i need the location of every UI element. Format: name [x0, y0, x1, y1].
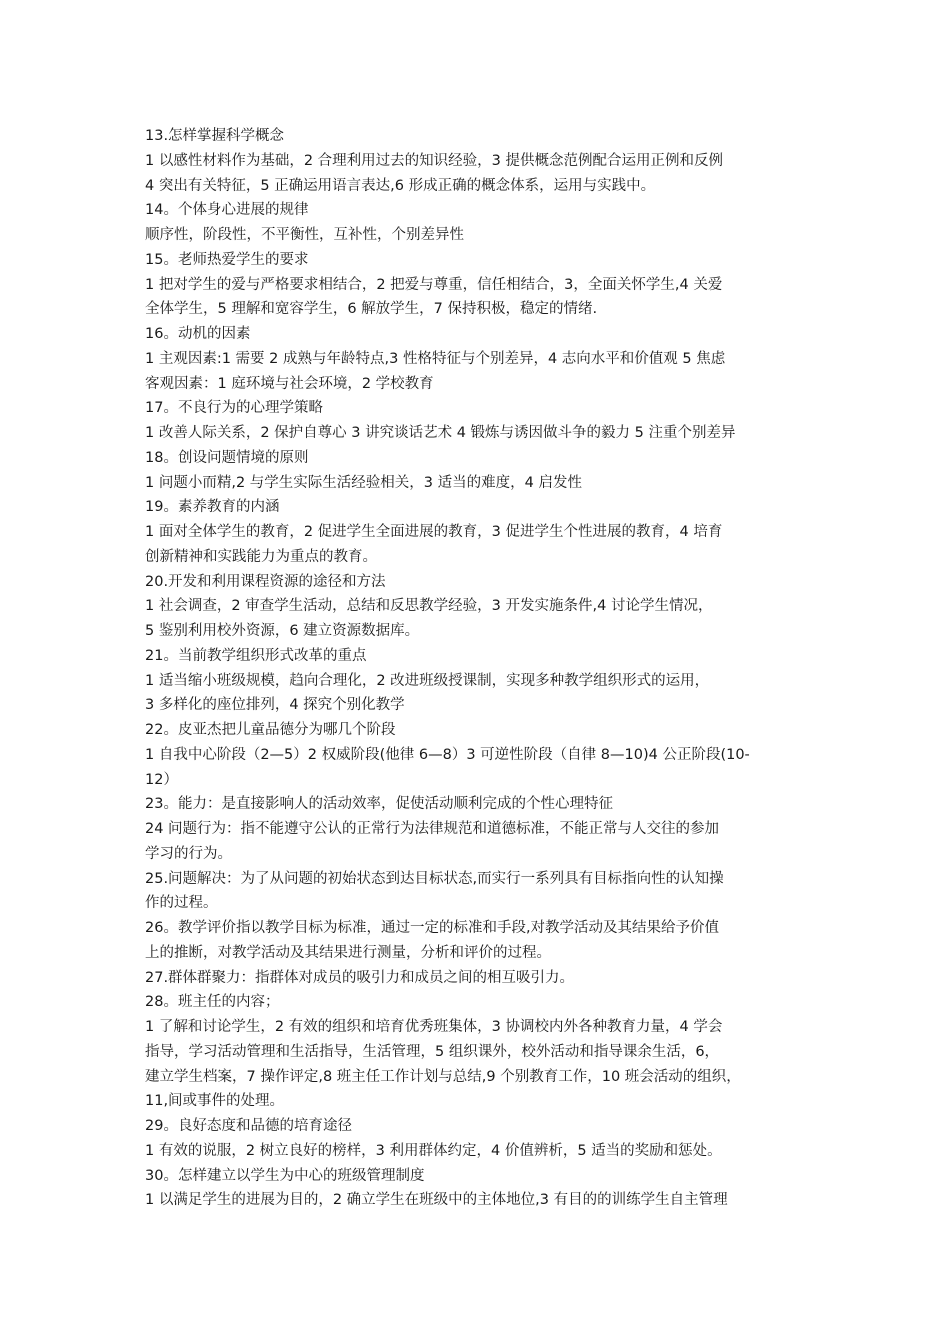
text-line: 全体学生，5 理解和宽容学生，6 解放学生，7 保持积极，稳定的情绪.: [145, 301, 598, 318]
text-line: 指导，学习活动管理和生活指导，生活管理，5 组织课外，校外活动和指导课余生活，6，: [145, 1043, 720, 1060]
text-line: 1 以感性材料作为基础，2 合理利用过去的知识经验，3 提供概念范例配合运用正例和反例: [145, 152, 723, 169]
text-line: 18。创设问题情境的原则: [145, 449, 309, 466]
text-line: 1 自我中心阶段（2—5）2 权威阶段(他律 6—8）3 可逆性阶段（自律 8—10)4 公正阶段(10-: [145, 746, 750, 763]
text-line: 15。老师热爱学生的要求: [145, 251, 309, 268]
text-line: 26。教学评价指以教学目标为标准，通过一定的标准和手段,对教学活动及其结果给予价值: [145, 920, 720, 936]
text-line: 1 了解和讨论学生，2 有效的组织和培育优秀班集体，3 协调校内外各种教育力量，4 学会: [145, 1019, 723, 1035]
text-line: 1 把对学生的爱与严格要求相结合，2 把爱与尊重，信任相结合，3，全面关怀学生,4 关爱: [145, 276, 723, 293]
text-line: 1 有效的说服，2 树立良好的榜样，3 利用群体约定，4 价值辨析，5 适当的奖励和惩处。: [145, 1142, 722, 1159]
text-line: 1 适当缩小班级规模，趋向合理化，2 改进班级授课制，实现多种教学组织形式的运用，: [145, 672, 710, 689]
text-line: 21。当前教学组织形式改革的重点: [145, 647, 367, 664]
text-line: 作的过程。: [145, 895, 218, 912]
text-line: 1 以满足学生的进展为目的，2 确立学生在班级中的主体地位,3 有目的的训练学生自主管理: [145, 1192, 728, 1209]
text-line: 16。动机的因素: [145, 326, 251, 342]
text-line: 17。不良行为的心理学策略: [145, 400, 323, 417]
text-line: 25.问题解决：为了从问题的初始状态到达目标状态,而实行一系列具有目标指向性的认知操: [145, 870, 724, 887]
text-line: 5 鉴别利用校外资源，6 建立资源数据库。: [145, 623, 420, 639]
text-line: 建立学生档案，7 操作评定,8 班主任工作计划与总结,9 个别教育工作，10 班会活动的组织，: [145, 1068, 741, 1085]
text-line: 30。怎样建立以学生为中心的班级管理制度: [145, 1167, 425, 1184]
text-line: 12）: [145, 771, 178, 788]
text-line: 学习的行为。: [145, 845, 232, 862]
text-line: 客观因素：1 庭环境与社会环境，2 学校教育: [145, 375, 434, 392]
text-line: 1 社会调查，2 审查学生活动，总结和反思教学经验，3 开发实施条件,4 讨论学生情况，: [145, 598, 713, 615]
text-line: 28。班主任的内容；: [145, 994, 280, 1011]
text-line: 顺序性，阶段性，不平衡性，互补性，个别差异性: [145, 227, 464, 243]
text-line: 14。个体身心进展的规律: [145, 202, 309, 219]
document-page: [145, 124, 825, 1213]
text-line: 1 面对全体学生的教育，2 促进学生全面进展的教育，3 促进学生个性进展的教育，4 培育: [145, 524, 723, 540]
text-line: 创新精神和实践能力为重点的教育。: [145, 548, 377, 565]
text-line: 1 改善人际关系，2 保护自尊心 3 讲究谈话艺术 4 锻炼与诱因做斗争的毅力 5 注重个别差异: [145, 425, 736, 441]
text-line: 13.怎样掌握科学概念: [145, 128, 285, 144]
text-line: 11,间或事件的处理。: [145, 1093, 285, 1110]
text-line: 23。能力：是直接影响人的活动效率，促使活动顺利完成的个性心理特征: [145, 796, 613, 813]
text-line: 27.群体群聚力：指群体对成员的吸引力和成员之间的相互吸引力。: [145, 969, 575, 986]
text-line: 29。良好态度和品德的培育途径: [145, 1118, 352, 1134]
text-line: 19。素养教育的内涵: [145, 499, 280, 516]
text-line: 上的推断，对教学活动及其结果进行测量，分析和评价的过程。: [145, 944, 551, 961]
text-line: 22。皮亚杰把儿童品德分为哪几个阶段: [145, 722, 396, 738]
text-line: 3 多样化的座位排列，4 探究个别化教学: [145, 697, 405, 714]
text-line: 1 主观因素:1 需要 2 成熟与年龄特点,3 性格特征与个别差异，4 志向水平和价值观 5 焦虑: [145, 350, 726, 367]
text-line: 20.开发和利用课程资源的途径和方法: [145, 573, 386, 590]
text-line: 4 突出有关特征，5 正确运用语言表达,6 形成正确的概念体系，运用与实践中。: [145, 177, 656, 194]
text-line: 24 问题行为：指不能遵守公认的正常行为法律规范和道德标准，不能正常与人交往的参加: [145, 821, 720, 837]
text-line: 1 问题小而精,2 与学生实际生活经验相关，3 适当的难度，4 启发性: [145, 474, 582, 491]
